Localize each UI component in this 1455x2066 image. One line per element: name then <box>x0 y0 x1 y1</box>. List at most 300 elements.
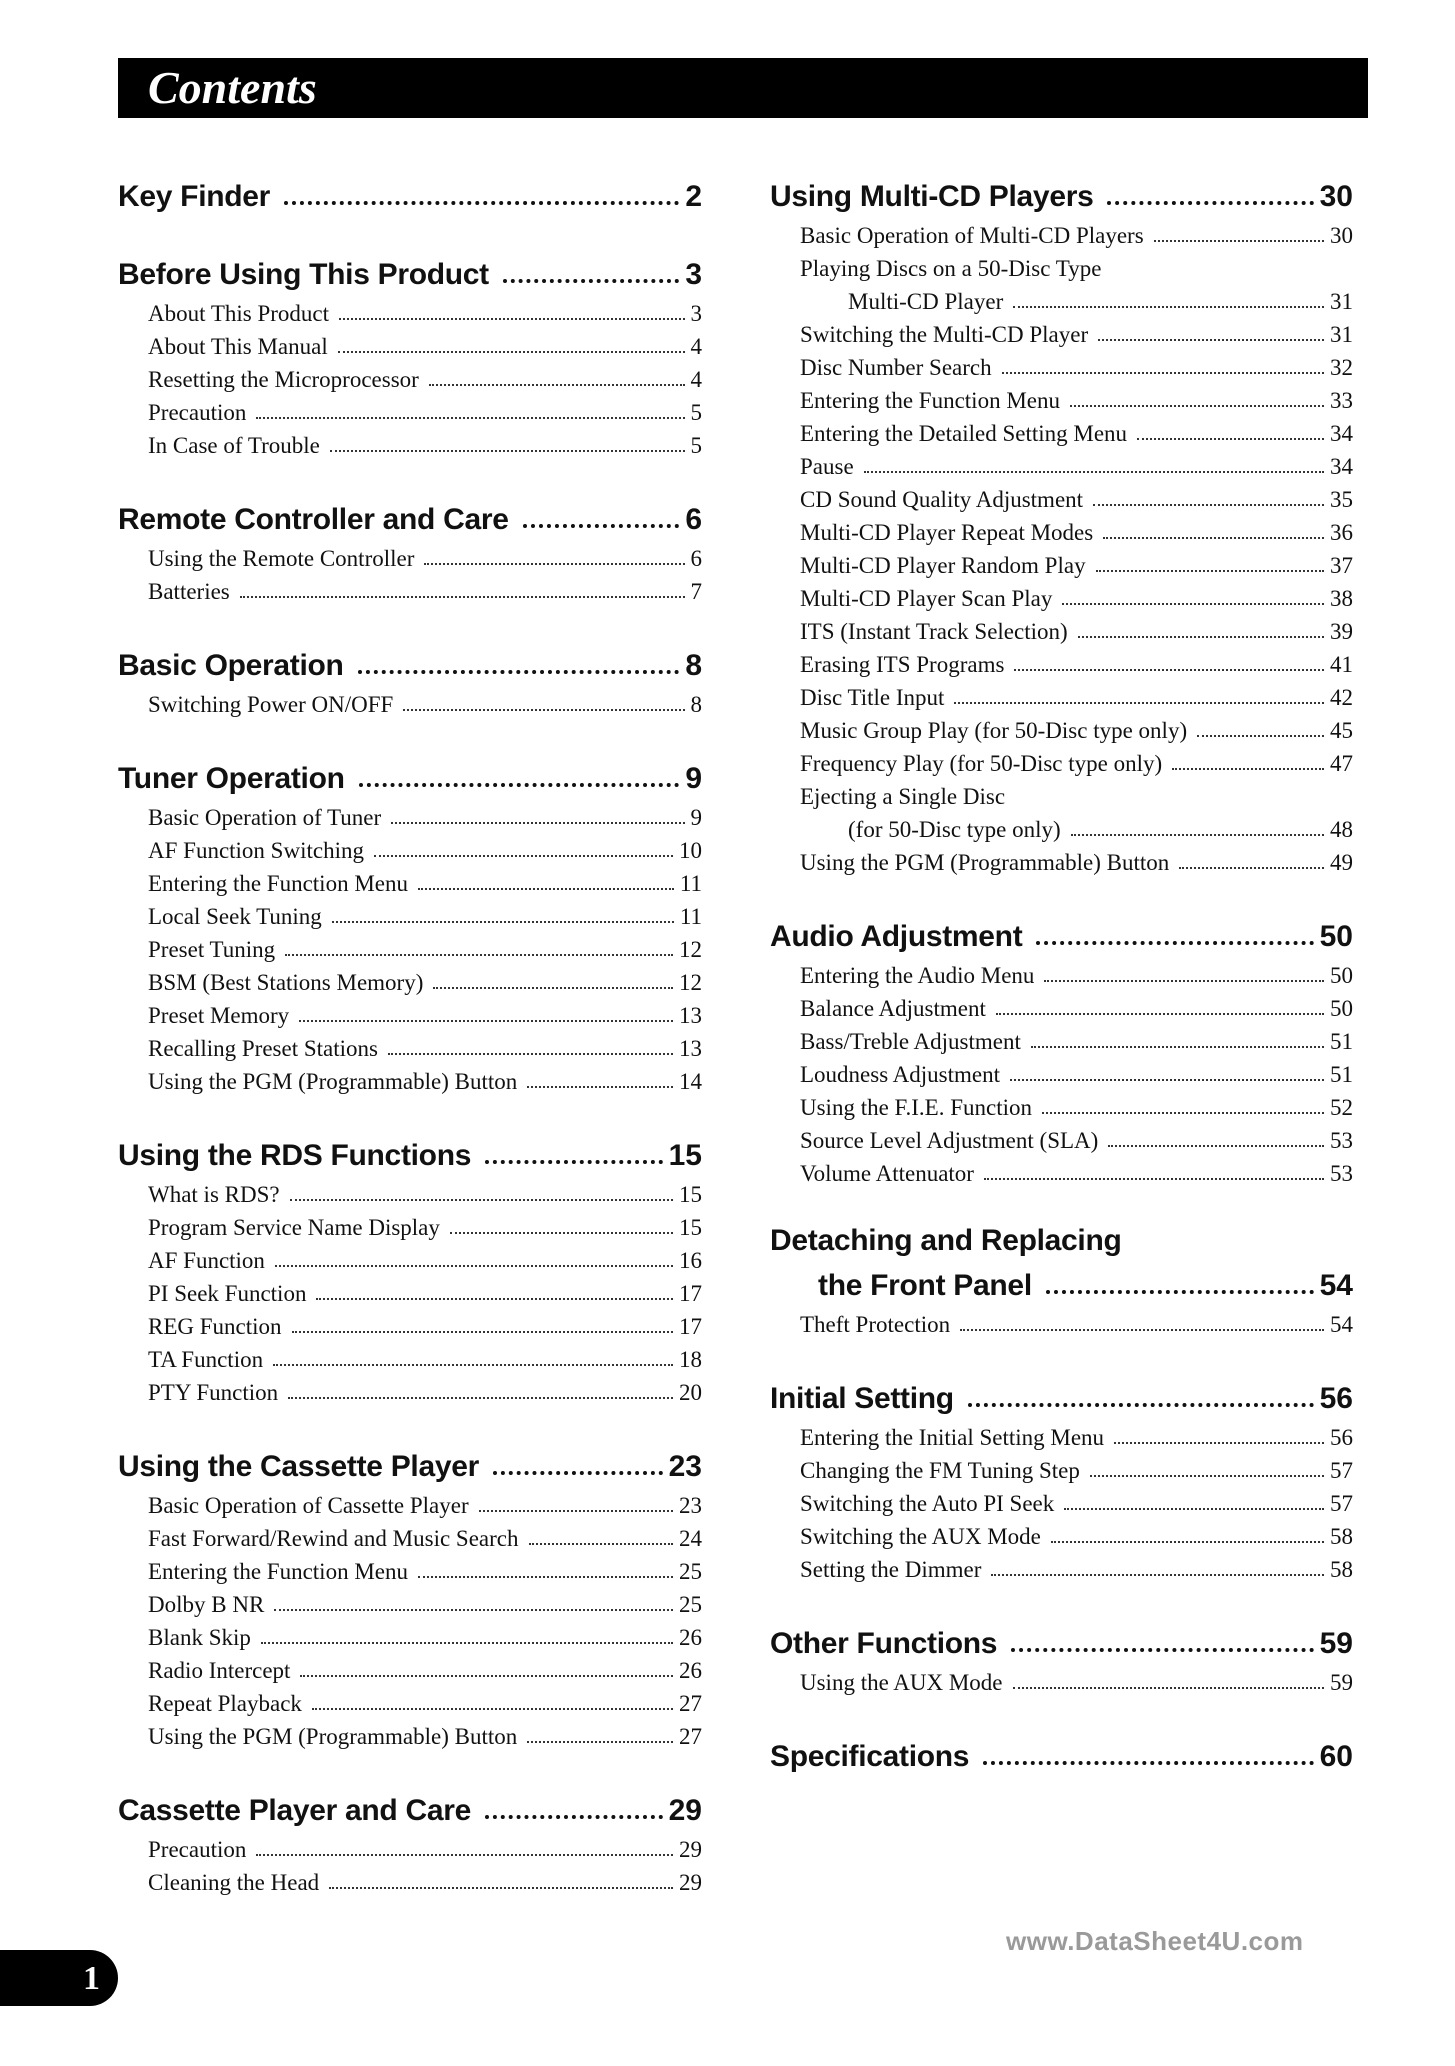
entry-title: Entering the Function Menu <box>148 871 408 896</box>
entry-page: 7 <box>690 579 702 604</box>
toc-section <box>118 748 702 1095</box>
section-heading[interactable] <box>118 635 702 683</box>
section-title: Initial Setting <box>770 1382 954 1415</box>
entry-title: Theft Protection <box>800 1312 951 1337</box>
toc-entry[interactable] <box>118 1863 702 1896</box>
toc-entry[interactable] <box>770 1022 1353 1055</box>
entry-title: Using the Remote Controller <box>148 546 415 571</box>
entry-title: Entering the Audio Menu <box>800 963 1035 988</box>
dot-leader <box>991 1574 1324 1576</box>
section-heading[interactable] <box>770 1613 1353 1661</box>
section-title: Using the RDS Functions <box>118 1139 472 1172</box>
section-page: 6 <box>685 503 702 536</box>
entry-page: 25 <box>679 1559 702 1584</box>
section-page: 60 <box>1319 1740 1353 1773</box>
dot-leader <box>450 1232 673 1234</box>
toc-section <box>770 1217 1353 1338</box>
entry-title: Erasing ITS Programs <box>800 652 1005 677</box>
dot-leader <box>485 1815 663 1819</box>
entry-page: 38 <box>1330 586 1353 611</box>
entry-title: Balance Adjustment <box>800 996 986 1021</box>
dot-leader <box>403 709 684 711</box>
dot-leader <box>424 563 684 565</box>
entry-page: 48 <box>1330 817 1353 842</box>
toc-entry[interactable] <box>118 1029 702 1062</box>
dot-leader <box>1031 1046 1324 1048</box>
entry-page: 57 <box>1330 1491 1353 1516</box>
dot-leader <box>285 954 673 956</box>
entry-page: 15 <box>679 1182 702 1207</box>
toc-entry[interactable] <box>118 1241 702 1274</box>
dot-leader <box>485 1160 663 1164</box>
entry-title: Entering the Detailed Setting Menu <box>800 421 1128 446</box>
entry-page: 12 <box>679 970 702 995</box>
toc-entry[interactable] <box>770 348 1353 381</box>
entry-page: 5 <box>690 433 702 458</box>
section-heading[interactable] <box>770 906 1353 954</box>
entry-title: Using the AUX Mode <box>800 1670 1003 1695</box>
toc-entry[interactable] <box>118 426 702 459</box>
entry-title: AF Function Switching <box>148 838 364 863</box>
entry-title: About This Manual <box>148 334 328 359</box>
dot-leader <box>290 1199 673 1201</box>
dot-leader <box>1179 867 1324 869</box>
toc-entry[interactable] <box>118 963 702 996</box>
toc-entry-line: Playing Discs on a 50-Disc Type <box>800 256 1102 281</box>
dot-leader <box>1090 1475 1324 1477</box>
entry-title: Basic Operation of Tuner <box>148 805 382 830</box>
entry-page: 31 <box>1330 322 1353 347</box>
toc-entry[interactable] <box>770 843 1353 876</box>
dot-leader <box>954 702 1324 704</box>
dot-leader <box>330 450 685 452</box>
entry-page: 4 <box>690 334 702 359</box>
toc-entry[interactable] <box>118 539 702 572</box>
entry-page: 17 <box>679 1314 702 1339</box>
toc-entry[interactable] <box>770 1418 1353 1451</box>
entry-title: Resetting the Microprocessor <box>148 367 419 392</box>
dot-leader <box>418 1576 673 1578</box>
entry-page: 31 <box>1330 289 1353 314</box>
toc-entry[interactable] <box>770 315 1353 348</box>
toc-section <box>118 166 702 214</box>
dot-leader <box>1096 570 1324 572</box>
section-title: Basic Operation <box>118 649 344 682</box>
entry-page: 3 <box>690 301 702 326</box>
entry-title: In Case of Trouble <box>148 433 320 458</box>
toc-section <box>770 1726 1353 1774</box>
dot-leader <box>984 1178 1324 1180</box>
toc-entry[interactable] <box>118 897 702 930</box>
dot-leader <box>418 888 674 890</box>
section-heading[interactable] <box>770 1368 1353 1416</box>
entry-title: PTY Function <box>148 1380 279 1405</box>
dot-leader <box>527 1741 673 1743</box>
toc-section <box>118 1125 702 1406</box>
entry-title: Pause <box>800 454 854 479</box>
toc-entry[interactable] <box>770 546 1353 579</box>
dot-leader <box>359 783 680 787</box>
entry-page: 36 <box>1330 520 1353 545</box>
dot-leader <box>429 384 685 386</box>
dot-leader <box>983 1761 1313 1765</box>
dot-leader <box>1137 438 1324 440</box>
toc-section <box>770 1613 1353 1696</box>
entry-page: 15 <box>679 1215 702 1240</box>
dot-leader <box>1046 1290 1314 1294</box>
dot-leader <box>1064 1508 1324 1510</box>
entry-title: Preset Memory <box>148 1003 290 1028</box>
toc-entry[interactable] <box>118 1618 702 1651</box>
entry-page: 49 <box>1330 850 1353 875</box>
toc-entry[interactable] <box>770 744 1353 777</box>
toc-entry[interactable] <box>770 480 1353 513</box>
dot-leader <box>1042 1112 1324 1114</box>
toc-entry[interactable] <box>770 414 1353 447</box>
toc-entry[interactable] <box>770 1305 1353 1338</box>
entry-page: 26 <box>679 1625 702 1650</box>
toc-entry[interactable] <box>770 1517 1353 1550</box>
toc-section <box>118 489 702 605</box>
section-heading[interactable] <box>770 1726 1353 1774</box>
toc-entry[interactable] <box>118 572 702 605</box>
dot-leader <box>1071 834 1324 836</box>
entry-title: Multi-CD Player Repeat Modes <box>800 520 1094 545</box>
toc-section <box>770 166 1353 876</box>
dot-leader <box>1107 201 1313 205</box>
entry-title: Switching Power ON/OFF <box>148 692 394 717</box>
toc-entry-line: Ejecting a Single Disc <box>800 784 1006 809</box>
toc-entry[interactable] <box>770 381 1353 414</box>
toc-entry[interactable] <box>770 1121 1353 1154</box>
entry-title: Volume Attenuator <box>800 1161 974 1186</box>
toc-left-column <box>118 166 702 1926</box>
dot-leader <box>288 1397 673 1399</box>
entry-title: Blank Skip <box>148 1625 251 1650</box>
toc-entry[interactable] <box>770 678 1353 711</box>
entry-title: Multi-CD Player Random Play <box>800 553 1086 578</box>
entry-page: 59 <box>1330 1670 1353 1695</box>
entry-title: Changing the FM Tuning Step <box>800 1458 1080 1483</box>
toc-entry[interactable] <box>118 1519 702 1552</box>
section-title: Before Using This Product <box>118 258 489 291</box>
entry-page: 8 <box>690 692 702 717</box>
entry-title: Switching the Multi-CD Player <box>800 322 1089 347</box>
section-page: 15 <box>668 1139 702 1172</box>
section-title: Audio Adjustment <box>770 920 1023 953</box>
toc-entry[interactable] <box>118 1651 702 1684</box>
entry-page: 50 <box>1330 963 1353 988</box>
entry-title: Loudness Adjustment <box>800 1062 1000 1087</box>
section-heading[interactable] <box>118 1780 702 1828</box>
section-heading[interactable] <box>118 166 702 214</box>
entry-title: Multi-CD Player Scan Play <box>800 586 1053 611</box>
entry-title: Basic Operation of Multi-CD Players <box>800 223 1144 248</box>
section-page: 56 <box>1319 1382 1353 1415</box>
toc-entry[interactable] <box>770 447 1353 480</box>
entry-page: 56 <box>1330 1425 1353 1450</box>
section-page: 23 <box>668 1450 702 1483</box>
entry-title: Music Group Play (for 50-Disc type only) <box>800 718 1188 743</box>
entry-page: 51 <box>1330 1062 1353 1087</box>
entry-page: 4 <box>690 367 702 392</box>
entry-page: 29 <box>679 1870 702 1895</box>
entry-title: Setting the Dimmer <box>800 1557 982 1582</box>
dot-leader <box>374 855 673 857</box>
toc-entry[interactable] <box>118 996 702 1029</box>
entry-page: 33 <box>1330 388 1353 413</box>
entry-page: 37 <box>1330 553 1353 578</box>
entry-page: 12 <box>679 937 702 962</box>
toc-entry[interactable] <box>118 1486 702 1519</box>
section-heading[interactable] <box>770 1261 1353 1303</box>
entry-title: Precaution <box>148 400 247 425</box>
entry-page: 23 <box>679 1493 702 1518</box>
page-title: Contents <box>148 62 317 113</box>
toc-entry[interactable] <box>770 216 1353 249</box>
dot-leader <box>261 1642 673 1644</box>
entry-page: 39 <box>1330 619 1353 644</box>
entry-page: 10 <box>679 838 702 863</box>
toc-entry[interactable] <box>770 989 1353 1022</box>
dot-leader <box>1014 669 1324 671</box>
entry-title: Disc Title Input <box>800 685 945 710</box>
section-heading[interactable] <box>770 166 1353 214</box>
toc-entry[interactable] <box>118 798 702 831</box>
dot-leader <box>300 1675 673 1677</box>
toc-entry[interactable] <box>118 1830 702 1863</box>
toc-entry[interactable] <box>118 1307 702 1340</box>
entry-page: 6 <box>690 546 702 571</box>
section-page: 59 <box>1319 1627 1353 1660</box>
toc-entry[interactable] <box>118 1552 702 1585</box>
toc-entry[interactable] <box>118 1340 702 1373</box>
toc-section <box>118 1780 702 1896</box>
page-number-tab <box>0 1950 118 2006</box>
dot-leader <box>329 1887 673 1889</box>
toc-entry[interactable] <box>770 1055 1353 1088</box>
toc-entry[interactable] <box>770 1451 1353 1484</box>
entry-title: Preset Tuning <box>148 937 276 962</box>
entry-page: 50 <box>1330 996 1353 1021</box>
dot-leader <box>523 524 680 528</box>
dot-leader <box>1098 339 1324 341</box>
toc-entry[interactable] <box>118 1274 702 1307</box>
dot-leader <box>1010 1079 1324 1081</box>
entry-title: CD Sound Quality Adjustment <box>800 487 1084 512</box>
entry-title: PI Seek Function <box>148 1281 307 1306</box>
toc-entry[interactable] <box>770 1484 1353 1517</box>
dot-leader <box>275 1265 673 1267</box>
entry-page: 47 <box>1330 751 1353 776</box>
entry-page: 24 <box>679 1526 702 1551</box>
entry-page: 35 <box>1330 487 1353 512</box>
toc-entry[interactable] <box>118 1175 702 1208</box>
dot-leader <box>1197 735 1324 737</box>
entry-page: 41 <box>1330 652 1353 677</box>
section-page: 2 <box>685 180 702 213</box>
entry-page: 58 <box>1330 1524 1353 1549</box>
entry-page: 34 <box>1330 421 1353 446</box>
entry-title: Local Seek Tuning <box>148 904 322 929</box>
section-title: Specifications <box>770 1740 970 1773</box>
toc-entry[interactable] <box>118 294 702 327</box>
entry-page: 5 <box>690 400 702 425</box>
entry-title: (for 50-Disc type only) <box>848 817 1061 842</box>
toc-entry[interactable] <box>770 513 1353 546</box>
entry-title: Entering the Initial Setting Menu <box>800 1425 1105 1450</box>
dot-leader <box>527 1086 673 1088</box>
entry-title: Disc Number Search <box>800 355 992 380</box>
entry-page: 11 <box>679 904 702 929</box>
section-title: Cassette Player and Care <box>118 1794 471 1827</box>
entry-page: 14 <box>679 1069 702 1094</box>
entry-page: 20 <box>679 1380 702 1405</box>
dot-leader <box>433 987 673 989</box>
toc-section <box>118 1436 702 1750</box>
entry-page: 17 <box>679 1281 702 1306</box>
dot-leader <box>339 318 684 320</box>
entry-page: 45 <box>1330 718 1353 743</box>
toc-entry[interactable] <box>118 864 702 897</box>
dot-leader <box>479 1510 673 1512</box>
entry-title: Source Level Adjustment (SLA) <box>800 1128 1099 1153</box>
toc-entry[interactable] <box>770 810 1353 843</box>
dot-leader <box>1093 504 1324 506</box>
section-heading[interactable] <box>118 489 702 537</box>
toc-entry[interactable] <box>118 327 702 360</box>
dot-leader <box>968 1403 1314 1407</box>
entry-title: Entering the Function Menu <box>148 1559 408 1584</box>
toc-entry[interactable] <box>118 1717 702 1750</box>
section-title: Using the Cassette Player <box>118 1450 479 1483</box>
section-title: Using Multi-CD Players <box>770 180 1094 213</box>
entry-page: 58 <box>1330 1557 1353 1582</box>
toc-entry[interactable] <box>118 1373 702 1406</box>
dot-leader <box>1154 240 1324 242</box>
dot-leader <box>503 279 679 283</box>
entry-title: Program Service Name Display <box>148 1215 440 1240</box>
dot-leader <box>529 1543 674 1545</box>
toc-entry[interactable] <box>770 711 1353 744</box>
section-heading[interactable] <box>118 1125 702 1173</box>
toc-entry[interactable] <box>770 579 1353 612</box>
toc-entry[interactable] <box>118 831 702 864</box>
entry-page: 57 <box>1330 1458 1353 1483</box>
dot-leader <box>312 1708 673 1710</box>
toc-right-column <box>770 166 1353 1804</box>
section-page: 3 <box>685 258 702 291</box>
entry-page: 27 <box>679 1691 702 1716</box>
toc-entry[interactable] <box>770 645 1353 678</box>
entry-page: 52 <box>1330 1095 1353 1120</box>
toc-entry[interactable] <box>770 1550 1353 1583</box>
toc-section <box>770 906 1353 1187</box>
section-title: Tuner Operation <box>118 762 345 795</box>
dot-leader <box>292 1331 673 1333</box>
entry-title: TA Function <box>148 1347 264 1372</box>
entry-title: Using the F.I.E. Function <box>800 1095 1032 1120</box>
toc-entry[interactable] <box>118 930 702 963</box>
entry-page: 13 <box>679 1003 702 1028</box>
dot-leader <box>1070 405 1324 407</box>
entry-page: 18 <box>679 1347 702 1372</box>
dot-leader <box>388 1053 673 1055</box>
dot-leader <box>1172 768 1324 770</box>
dot-leader <box>1114 1442 1324 1444</box>
dot-leader <box>1002 372 1324 374</box>
dot-leader <box>1013 1687 1324 1689</box>
entry-title: About This Product <box>148 301 330 326</box>
watermark: www.DataSheet4U.com <box>1006 1926 1304 1956</box>
toc-section <box>118 244 702 459</box>
entry-title: ITS (Instant Track Selection) <box>800 619 1068 644</box>
dot-leader <box>284 201 679 205</box>
entry-title: Basic Operation of Cassette Player <box>148 1493 469 1518</box>
entry-page: 51 <box>1330 1029 1353 1054</box>
entry-page: 25 <box>679 1592 702 1617</box>
entry-title: Precaution <box>148 1837 247 1862</box>
dot-leader <box>1108 1145 1324 1147</box>
toc-entry[interactable] <box>770 956 1353 989</box>
toc-entry[interactable] <box>770 612 1353 645</box>
entry-page: 34 <box>1330 454 1353 479</box>
section-heading[interactable] <box>118 244 702 292</box>
entry-title: Entering the Function Menu <box>800 388 1060 413</box>
toc-entry[interactable] <box>118 1062 702 1095</box>
entry-page: 29 <box>679 1837 702 1862</box>
dot-leader <box>1051 1541 1324 1543</box>
entry-title: Switching the Auto PI Seek <box>800 1491 1055 1516</box>
dot-leader <box>256 417 684 419</box>
entry-title: Using the PGM (Programmable) Button <box>148 1069 518 1094</box>
entry-page: 9 <box>690 805 702 830</box>
toc-entry[interactable] <box>770 1088 1353 1121</box>
entry-title: Fast Forward/Rewind and Music Search <box>148 1526 519 1551</box>
page-number: 1 <box>83 1960 100 1997</box>
section-title: Remote Controller and Care <box>118 503 509 536</box>
dot-leader <box>273 1364 673 1366</box>
dot-leader <box>299 1020 673 1022</box>
section-heading[interactable] <box>118 748 702 796</box>
section-title: Detaching and Replacing <box>770 1224 1122 1257</box>
toc-entry[interactable] <box>118 685 702 718</box>
entry-page: 42 <box>1330 685 1353 710</box>
toc-entry[interactable] <box>118 360 702 393</box>
entry-title: Bass/Treble Adjustment <box>800 1029 1021 1054</box>
dot-leader <box>338 351 685 353</box>
entry-title: Multi-CD Player <box>848 289 1004 314</box>
toc-entry[interactable] <box>770 1663 1353 1696</box>
toc-entry[interactable] <box>118 1684 702 1717</box>
entry-page: 53 <box>1330 1128 1353 1153</box>
dot-leader <box>960 1329 1324 1331</box>
dot-leader <box>332 921 674 923</box>
dot-leader <box>240 596 685 598</box>
entry-page: 32 <box>1330 355 1353 380</box>
toc-entry[interactable] <box>118 1208 702 1241</box>
toc-entry[interactable] <box>770 1154 1353 1187</box>
entry-page: 54 <box>1330 1312 1353 1337</box>
entry-page: 30 <box>1330 223 1353 248</box>
section-heading[interactable] <box>118 1436 702 1484</box>
section-title: Other Functions <box>770 1627 998 1660</box>
toc-entry[interactable] <box>770 282 1353 315</box>
toc-entry[interactable] <box>118 393 702 426</box>
section-title: the Front Panel <box>818 1269 1032 1302</box>
entry-title: REG Function <box>148 1314 282 1339</box>
toc-entry[interactable] <box>118 1585 702 1618</box>
